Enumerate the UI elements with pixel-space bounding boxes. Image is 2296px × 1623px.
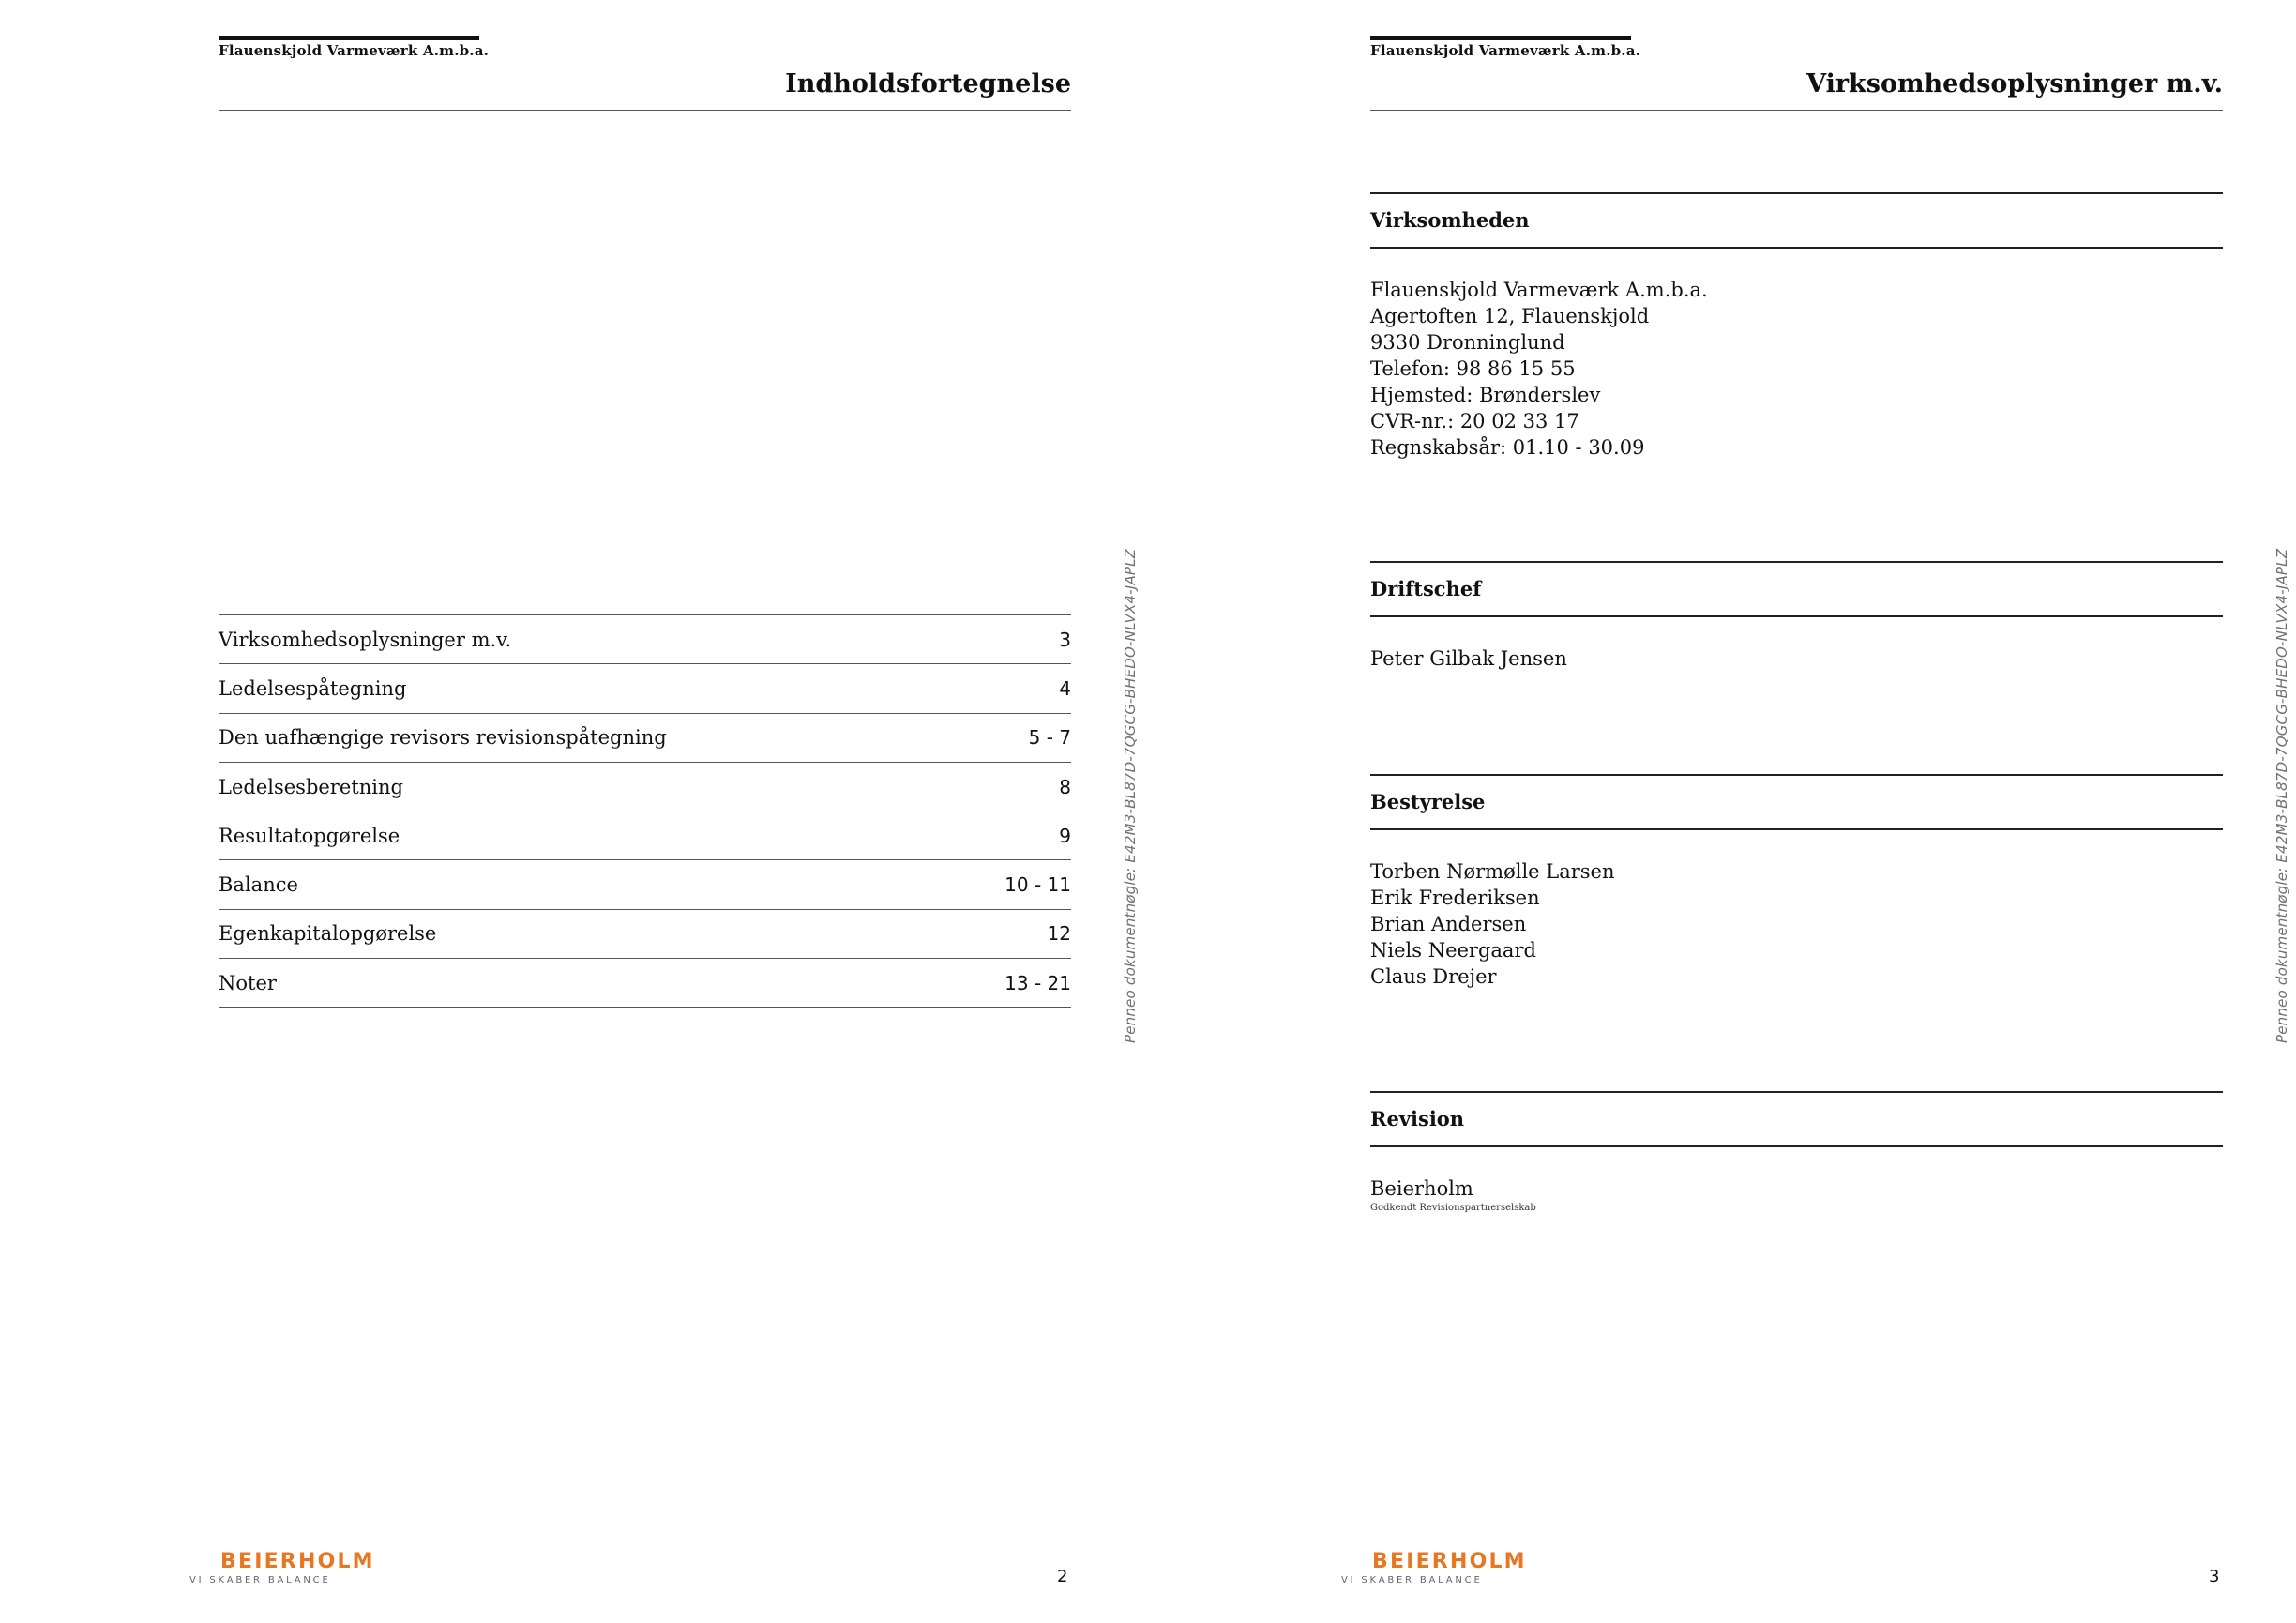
page-number: 3 (2209, 1567, 2220, 1586)
document-key: Penneo dokumentnøgle: E42M3-BL87D-7QGCG-BHEDO-NLVX4-JAPLZ (1122, 548, 1139, 1043)
toc-label: Ledelsesberetning (219, 775, 403, 798)
company-section (1370, 192, 2223, 461)
toc-entry[interactable] (219, 959, 1071, 1008)
toc-page: 9 (1059, 824, 1071, 847)
header-bar (219, 36, 479, 40)
page-title: Virksomhedsoplysninger m.v. (1806, 69, 2223, 99)
auditor-name: Beierholm (1370, 1177, 1473, 1200)
toc-label: Ledelsespåtegning (219, 676, 407, 700)
toc-entry[interactable] (219, 664, 1071, 713)
fiscal-year-line: Regnskabsår: 01.10 - 30.09 (1370, 436, 1645, 459)
toc-label: Balance (219, 873, 298, 897)
toc-page: 10 - 11 (1004, 873, 1071, 897)
section-heading: Driftschef (1370, 561, 2223, 617)
toc-page: 4 (1059, 676, 1071, 700)
section-heading: Virksomheden (1370, 192, 2223, 249)
toc-label: Den uafhængige revisors revisionspåtegning (219, 726, 667, 750)
beierholm-logo (1341, 1550, 1527, 1585)
company-name: Flauenskjold Varmeværk A.m.b.a. (1370, 42, 1641, 59)
cvr-line: CVR-nr.: 20 02 33 17 (1370, 410, 1579, 432)
section-body (1370, 277, 2223, 461)
toc-label: Virksomhedsoplysninger m.v. (219, 628, 512, 651)
title-divider (219, 110, 1071, 111)
page-number: 2 (1057, 1567, 1068, 1586)
company-name: Flauenskjold Varmeværk A.m.b.a. (219, 42, 490, 59)
section-body (1370, 1176, 2223, 1215)
header-bar (1370, 36, 1631, 40)
toc-label: Egenkapitalopgørelse (219, 922, 437, 946)
section-heading: Revision (1370, 1091, 2223, 1147)
board-member: Niels Neergaard (1370, 939, 1536, 962)
beierholm-logo (189, 1550, 375, 1585)
document-key: Penneo dokumentnøgle: E42M3-BL87D-7QGCG-BHEDO-NLVX4-JAPLZ (2273, 548, 2290, 1043)
title-divider (1370, 110, 2223, 111)
company-name-line: Flauenskjold Varmeværk A.m.b.a. (1370, 279, 1708, 301)
toc-page: 13 - 21 (1004, 971, 1071, 994)
toc-page: 5 - 7 (1028, 726, 1071, 750)
postal-line: 9330 Dronninglund (1370, 331, 1565, 354)
toc-entry[interactable] (219, 714, 1071, 763)
page-title: Indholdsfortegnelse (785, 69, 1071, 99)
toc-entry[interactable] (219, 615, 1071, 664)
board-member: Brian Andersen (1370, 913, 1527, 935)
toc-page: 12 (1047, 922, 1071, 946)
domicile-line: Hjemsted: Brønderslev (1370, 384, 1601, 406)
board-member: Erik Frederiksen (1370, 887, 1540, 909)
table-of-contents (219, 614, 1071, 1008)
board-member: Torben Nørmølle Larsen (1370, 860, 1615, 883)
toc-entry[interactable] (219, 860, 1071, 909)
toc-page: 3 (1059, 628, 1071, 651)
phone-line: Telefon: 98 86 15 55 (1370, 357, 1576, 380)
board-section (1370, 774, 2223, 990)
logo-tagline: VI SKABER BALANCE (1341, 1575, 1483, 1585)
logo-name: BEIERHOLM (220, 1550, 375, 1573)
toc-entry[interactable] (219, 763, 1071, 812)
toc-page: 8 (1059, 775, 1071, 798)
section-heading: Bestyrelse (1370, 774, 2223, 830)
audit-section (1370, 1091, 2223, 1215)
section-body (1370, 645, 2223, 672)
toc-label: Noter (219, 971, 277, 994)
logo-tagline: VI SKABER BALANCE (189, 1575, 331, 1585)
logo-name: BEIERHOLM (1372, 1550, 1527, 1573)
toc-label: Resultatopgørelse (219, 824, 400, 847)
toc-entry[interactable] (219, 812, 1071, 860)
board-member: Claus Drejer (1370, 965, 1497, 988)
auditor-subtitle: Godkendt Revisionspartnerselskab (1370, 1203, 1536, 1213)
toc-entry[interactable] (219, 910, 1071, 959)
section-body (1370, 858, 2223, 990)
address-line: Agertoften 12, Flauenskjold (1370, 305, 1650, 327)
manager-name: Peter Gilbak Jensen (1370, 647, 1567, 670)
manager-section (1370, 561, 2223, 672)
